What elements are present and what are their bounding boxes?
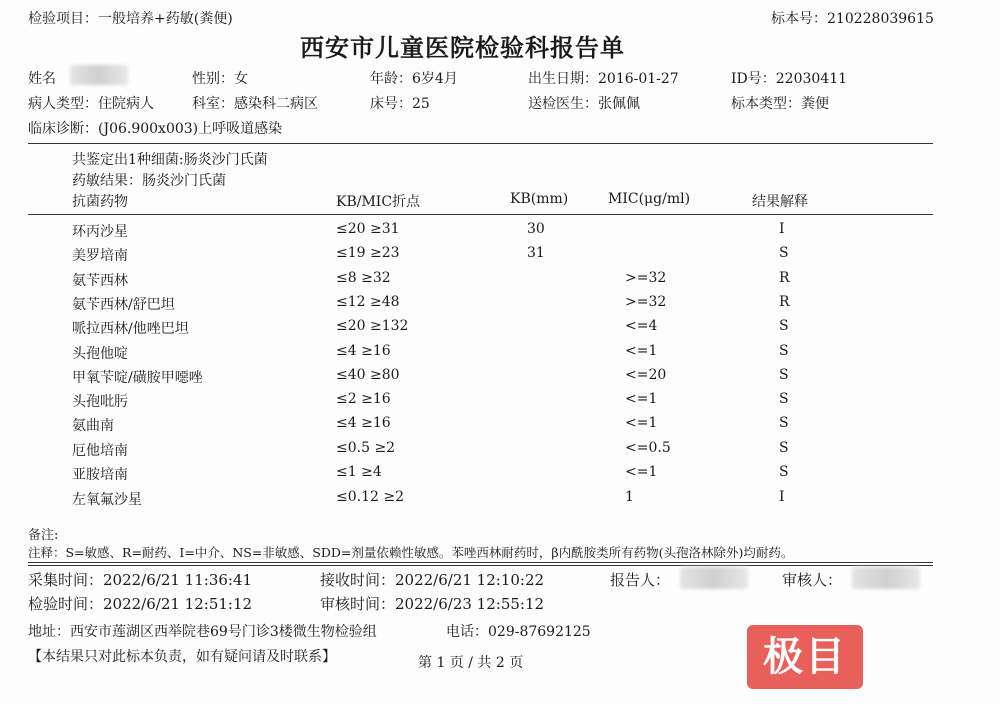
- collect-time: 采集时间：2022/6/21 11:36:41: [28, 571, 253, 589]
- disclaimer: 【本结果只对此标本负责，如有疑问请及时联系】: [28, 649, 336, 665]
- jimu-watermark-logo: 极目: [747, 625, 863, 689]
- reviewer-label: 审核人：: [782, 571, 843, 589]
- test-item: 检验项目：一般培养+药敏(粪便): [28, 11, 233, 27]
- reporter-label: 报告人：: [610, 571, 671, 589]
- table-row: 头孢吡肟 ≤2 ≥16 <=1 S: [72, 391, 789, 410]
- patient-dob: 出生日期：2016-01-27: [528, 71, 679, 87]
- remark-label: 备注:: [28, 528, 59, 543]
- patient-type: 病人类型：住院病人: [28, 96, 154, 112]
- susceptibility-result: 药敏结果：肠炎沙门氏菌: [72, 173, 226, 189]
- redacted-name: [70, 65, 128, 85]
- redacted-reviewer: [852, 567, 920, 589]
- header-breakpoint: KB/MIC折点: [336, 194, 421, 210]
- receive-time: 接收时间：2022/6/21 12:10:22: [320, 571, 545, 589]
- patient-name-label: 姓名: [28, 71, 56, 87]
- table-row: 环丙沙星 ≤20 ≥31 30 I: [72, 221, 785, 240]
- specimen-number: 标本号：210228039615: [771, 11, 934, 27]
- table-header: [0, 191, 1000, 215]
- header-mic: MIC(μg/ml): [608, 191, 691, 207]
- test-time: 检验时间：2022/6/21 12:51:12: [28, 595, 253, 613]
- table-row: 氨苄西林 ≤8 ≥32 >=32 R: [72, 270, 790, 289]
- table-row: 哌拉西林/他唑巴坦 ≤20 ≥132 <=4 S: [72, 318, 789, 337]
- page-number: 第 1 页 / 共 2 页: [418, 655, 524, 671]
- table-row: 美罗培南 ≤19 ≥23 31 S: [72, 245, 789, 264]
- header-kb: KB(mm): [510, 191, 569, 207]
- bed-number: 床号：25: [370, 96, 430, 112]
- table-row: 氨苄西林/舒巴坦 ≤12 ≥48 >=32 R: [72, 294, 790, 313]
- header-interpretation: 结果解释: [752, 194, 808, 210]
- redacted-reporter: [680, 567, 748, 589]
- footer-divider-bottom: [28, 565, 933, 566]
- table-row: 亚胺培南 ≤1 ≥4 <=1 S: [72, 464, 789, 483]
- lab-phone: 电话：029-87692125: [446, 624, 591, 640]
- patient-age: 年龄：6岁4月: [370, 71, 458, 87]
- table-row: 厄他培南 ≤0.5 ≥2 <=0.5 S: [72, 440, 789, 459]
- header-drug: 抗菌药物: [72, 194, 128, 210]
- table-row: 头孢他啶 ≤4 ≥16 <=1 S: [72, 343, 789, 362]
- table-header-divider: [28, 214, 933, 215]
- referring-doctor: 送检医生：张佩佩: [528, 96, 640, 112]
- header-divider: [28, 143, 933, 144]
- table-row: 左氧氟沙星 ≤0.12 ≥2 1 I: [72, 489, 785, 508]
- lab-address: 地址：西安市莲湖区西举院巷69号门诊3楼微生物检验组: [28, 624, 377, 640]
- patient-gender: 性别：女: [192, 71, 248, 87]
- clinical-diagnosis: 临床诊断：(J06.900x003)上呼吸道感染: [28, 121, 283, 137]
- annotation-note: 注释：S=敏感、R=耐药、I=中介、NS=非敏感、SDD=剂量依赖性敏感。苯唑西林耐药时，β内酰胺类所有药物(头孢洛林除外)均耐药。: [28, 545, 794, 560]
- table-row: 氨曲南 ≤4 ≥16 <=1 S: [72, 415, 789, 434]
- footer-divider-top: [28, 562, 933, 563]
- department: 科室：感染科二病区: [192, 96, 318, 112]
- table-row: 甲氧苄啶/磺胺甲噁唑 ≤40 ≥80 <=20 S: [72, 367, 789, 386]
- specimen-type: 标本类型：粪便: [731, 96, 829, 112]
- patient-id: ID号：22030411: [731, 71, 848, 87]
- report-title: 西安市儿童医院检验科报告单: [300, 33, 625, 62]
- review-time: 审核时间：2022/6/23 12:55:12: [320, 595, 545, 613]
- identified-bacteria: 共鉴定出1种细菌:肠炎沙门氏菌: [72, 152, 268, 168]
